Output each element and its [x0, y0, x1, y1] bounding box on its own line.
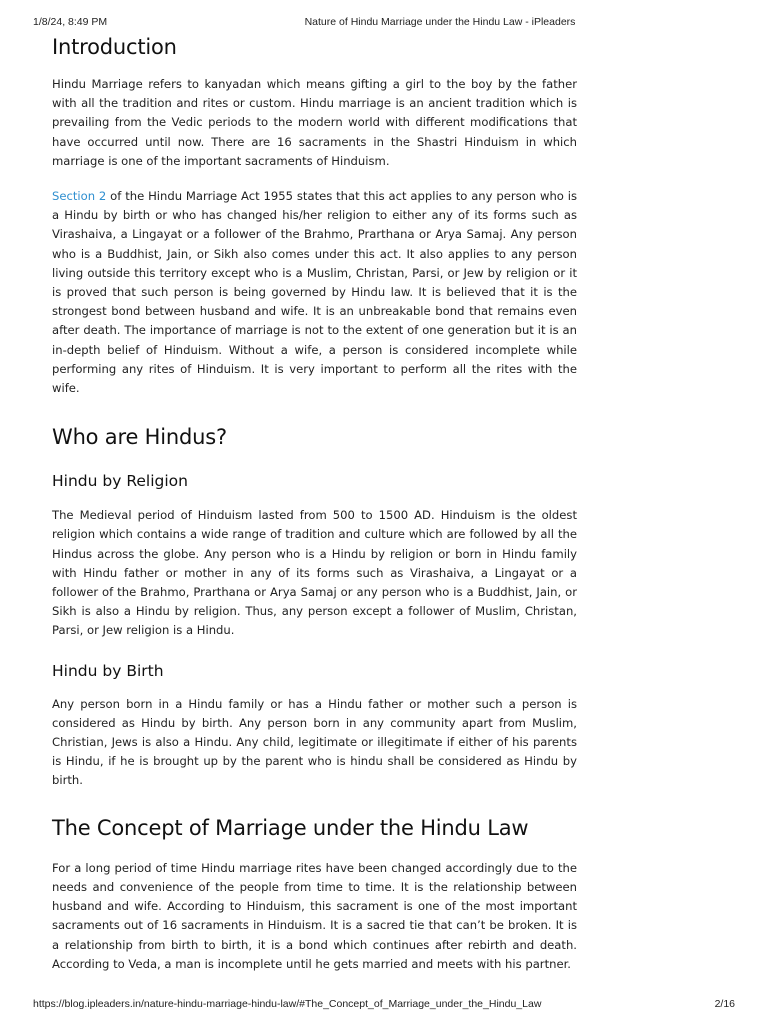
- hindu-by-religion-paragraph: The Medieval period of Hinduism lasted from 500 to 1500 AD. Hinduism is the oldest religion which contains a wide range of tradition and culture which are followed by all the Hindus across the globe. Any person who is a Hindu by religion or born in Hindu family with Hindu father or mother in any of its forms such as Virashaiva, a Lingayat or a follower of the Brahmo, Prarthana or Arya Samaj or any person who is a Buddhist, Jain, or Sikh is also a Hindu by religion. Thus, any person except a follower of Muslim, Christan, Parsi, or Jew religion is a Hindu.: [52, 508, 577, 638]
- who-are-hindus-heading: Who are Hindus?: [52, 425, 227, 450]
- print-date: 1/8/24, 8:49 PM: [33, 16, 108, 28]
- print-footer: [0, 994, 768, 1010]
- introduction-paragraph-2-text: of the Hindu Marriage Act 1955 states that this act applies to any person who is a Hindu by birth or who has changed his/her religion to either any of its forms such as Virashaiva, a Lingayat or a follower of the Brahmo, Prarthana or Arya Samaj. Any person who is a Buddhist, Jain, or Sikh also comes under this act. It also applies to any person living outside this territory except who is a Muslim, Christan, Parsi, or Jew by religion or it is proved that such person is being governed by Hindu law. It is believed that it is the strongest bond between husband and wife. It is an unbreakable bond that remains even after death. The importance of marriage is not to the extent of one generation but it is an in-depth belief of Hinduism. Without a wife, a person is considered incomplete while performing any rites of Hinduism. It is very important to perform all the rites with the wife.: [52, 189, 577, 396]
- section-2-link[interactable]: Section 2: [52, 189, 107, 204]
- hindu-by-birth-heading: Hindu by Birth: [52, 661, 164, 680]
- hindu-by-religion-heading: Hindu by Religion: [52, 472, 188, 491]
- concept-of-marriage-heading: The Concept of Marriage under the Hindu Law: [52, 815, 529, 840]
- print-page-title: Nature of Hindu Marriage under the Hindu Law - iPleaders: [304, 16, 576, 28]
- introduction-paragraph-2: [52, 187, 577, 398]
- hindu-by-birth-paragraph: Any person born in a Hindu family or has a Hindu father or mother such a person is considered as Hindu by birth. Any person born in any community apart from Muslim, Christian, Jews is also a Hindu. Any child, legitimate or illegitimate if either of his parents is Hindu, if he is brought up by the parent who is hindu shall be considered as Hindu by birth.: [52, 696, 577, 788]
- concept-of-marriage-paragraph: For a long period of time Hindu marriage rites have been changed accordingly due to the needs and convenience of the people from time to time. It is the relationship between husband and wife. According to Hinduism, this sacrament is one of the most important sacraments out of 16 sacraments in Hinduism. It is a sacred tie that can’t be broken. It is a relationship from birth to birth, it is a bond which continues after rebirth and death. According to Veda, a man is incomplete until he gets married and meets with his partner.: [52, 860, 577, 971]
- introduction-heading: Introduction: [52, 35, 177, 59]
- print-header: [0, 12, 768, 28]
- page-number: 2/16: [714, 998, 735, 1010]
- introduction-paragraph-1: Hindu Marriage refers to kanyadan which means gifting a girl to the boy by the father with all the tradition and rites or custom. Hindu marriage is an ancient tradition which is prevailing from the Vedic periods to the modern world with different modifications that have occurred until now. There are 16 sacraments in the Shastri Hinduism in which marriage is one of the important sacraments of Hinduism.: [52, 77, 577, 168]
- print-url: https://blog.ipleaders.in/nature-hindu-marriage-hindu-law/#The_Concept_of_Marriage_under_the_Hindu_Law: [33, 998, 542, 1010]
- article-body: [52, 33, 577, 974]
